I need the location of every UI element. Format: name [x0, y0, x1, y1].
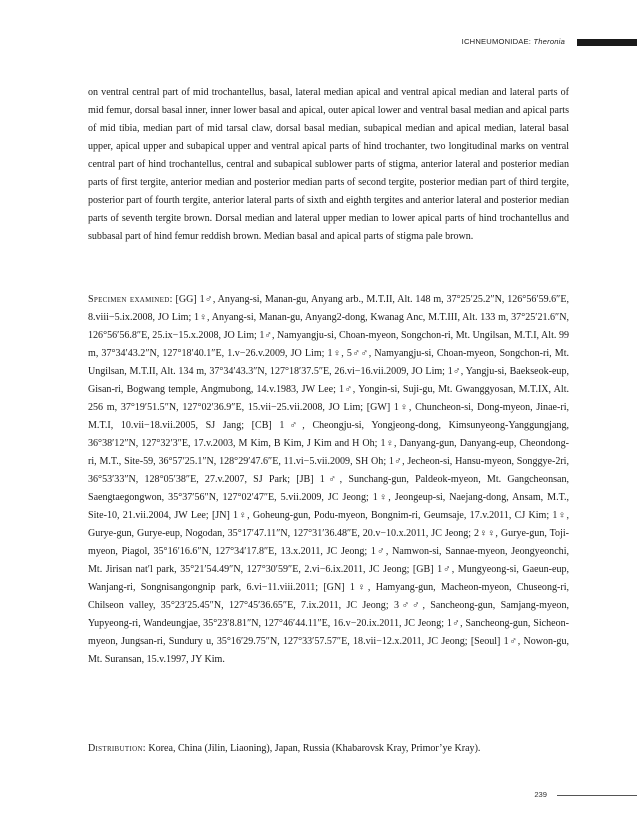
header-genus: Theronia: [533, 37, 565, 46]
specimens-paragraph: [88, 291, 569, 669]
distribution-heading: Distribution:: [88, 743, 146, 754]
distribution-paragraph: [88, 740, 569, 758]
distribution-text: Korea, China (Jilin, Liaoning), Japan, Russia (Khabarovsk Kray, Primor’ye Kray).: [148, 743, 481, 754]
page-footer: [0, 789, 637, 801]
description-paragraph: on ventral central part of mid trochantellus, basal, lateral median apical and ventral apical median and lateral parts of mid femur, dorsal basal inner, inner lower basal and apical, outer apical lower and ventral basal median and apical parts of mid tibia, median part of mid tarsal claw, dorsal basal median, subapical median and apical median, lateral basal upper, apical upper and subapical upper and ventral apical parts of hind trochanter, two longitudinal marks on ventral central part of hind trochantellus, central and subapical sublower parts of stigma, anterior lateral and posterior median parts of first tergite, anterior median and posterior median parts of second tergite, posterior median part of third tergite, posterior part of fourth tergite, anterior lateral parts of sixth and eighth tergites and anterior lateral and posterior median parts of seventh tergite brown. Dorsal median and lateral upper median to lower apical parts of hind trochantellus and subbasal part of hind femur reddish brown. Median basal and apical parts of stigma pale brown.: [88, 87, 569, 242]
header-bar: [577, 39, 637, 46]
footer-rule: [557, 795, 637, 796]
specimens-heading: Specimen examined:: [88, 294, 173, 305]
running-header-text: [462, 36, 565, 48]
header-family: ICHNEUMONIDAE:: [461, 37, 532, 46]
running-header: [0, 36, 637, 48]
page-number: 239: [534, 790, 547, 799]
specimens-text: [GG] 1♂, Anyang-si, Manan-gu, Anyang arb., M.T.II, Alt. 148 m, 37°25′25.2″N, 126°56′59.6″E, 8.viii−5.ix.2008, JO Lim; 1♀, Anyang-si, Manan-gu, Anyang2-dong, Kwanag Anc, M.T.III, Alt. 133 m, 37°25′21.6″N, 126°56′56.8″E, 25.ix−15.x.2008, JO Lim; 1♂, Namyangju-si, Choan-myeon, Songchon-ri, Mt. Ungilsan, M.T.I, Alt. 99 m, 37°34′43.2″N, 127°18′40.1″E, 1.v−26.v.2009, JO Lim; 1♀, 5♂♂, Namyangju-si, Choan-myeon, Songchon-ri, Mt. Ungilsan, M.T.II, Alt. 134 m, 37°34′43.3″N, 127°18′37.5″E, 26.vi−16.vii.2009, JO Lim; 1♂, Yangju-si, Baekseok-eup, Gisan-ri, Bogwang temple, Angmubong, 14.v.1983, JW Lee; 1♂, Yongin-si, Suji-gu, Mt. Gwanggyosan, M.T.IX, Alt. 256 m, 37°19′51.5″N, 127°02′36.9″E, 15.vii−25.vii.2008, JO Lim; [GW] 1♀, Chuncheon-si, Dong-myeon, Jinae-ri, M.T.I, 10.vii−18.vii.2005, SJ Jang; [CB] 1♂, Cheongju-si, Yongjeong-dong, Kimsunyeong-Yanggungjang, 36°38′12″N, 127°32′3″E, 17.v.2003, M Kim, B Kim, J Kim and H Oh; 1♀, Danyang-gun, Danyang-eup, Cheondong-ri, M.T., Site-59, 36°57′25.1″N, 128°29′47.6″E, 11.vi−5.vii.2009, SH Oh; 1♂, Jecheon-si, Hansu-myeon, Songgye-2ri, 36°53′33″N, 128°05′38″E, 27.v.2007, SJ Park; [JB] 1♂, Sunchang-gun, Paldeok-myeon, Mt. Gangcheonsan, Saengtaegongwon, 35°37′56″N, 127°02′47″E, 5.vii.2009, JC Jeong; 1♀, Jeongeup-si, Naejang-dong, Ansam, M.T., Site-10, 21.vii.2004, JW Lee; [JN] 1♀, Goheung-gun, Podu-myeon, Bongnim-ri, Geumsaje, 17.v.2011, CJ Kim; 1♀, Gurye-gun, Gurye-eup, Nogodan, 35°17′47.11″N, 127°31′36.48″E, 20.v−10.x.2011, JC Jeong; 2♀♀, Gurye-gun, Toji-myeon, Piagol, 35°16′16.6″N, 127°34′17.8″E, 13.x.2011, JC Jeong; 1♂, Namwon-si, Sannae-myeon, Jeongyeonchi, Mt. Jirisan nat′l park, 35°21′54.49″N, 127°30′59″E, 2.vi−6.ix.2011, JC Jeong; [GB] 1♂, Mungyeong-si, Gaeun-eup, Wanjang-ri, Songnisangongnip park, 6.vi−11.viii.2011; [GN] 1♀, Hamyang-gun, Macheon-myeon, Chuseong-ri, Chilseon valley, 35°23′25.45″N, 127°45′36.65″E, 7.ix.2011, JC Jeong; 3♂♂, Sancheong-gun, Samjang-myeon, Yupyeong-ri, Wandeungjae, 35°23′8.81″N, 127°46′44.11″E, 16.v−20.ix.2011, JC Jeong; 1♂, Sancheong-gun, Sicheon-myeon, Jungsan-ri, Sundury u, 35°16′29.75″N, 127°33′57.57″E, 18.vii−12.x.2011, JC Jeong; [Seoul] 1♂, Nowon-gu, Mt. Suransan, 15.v.1997, JY Kim.: [88, 294, 569, 665]
